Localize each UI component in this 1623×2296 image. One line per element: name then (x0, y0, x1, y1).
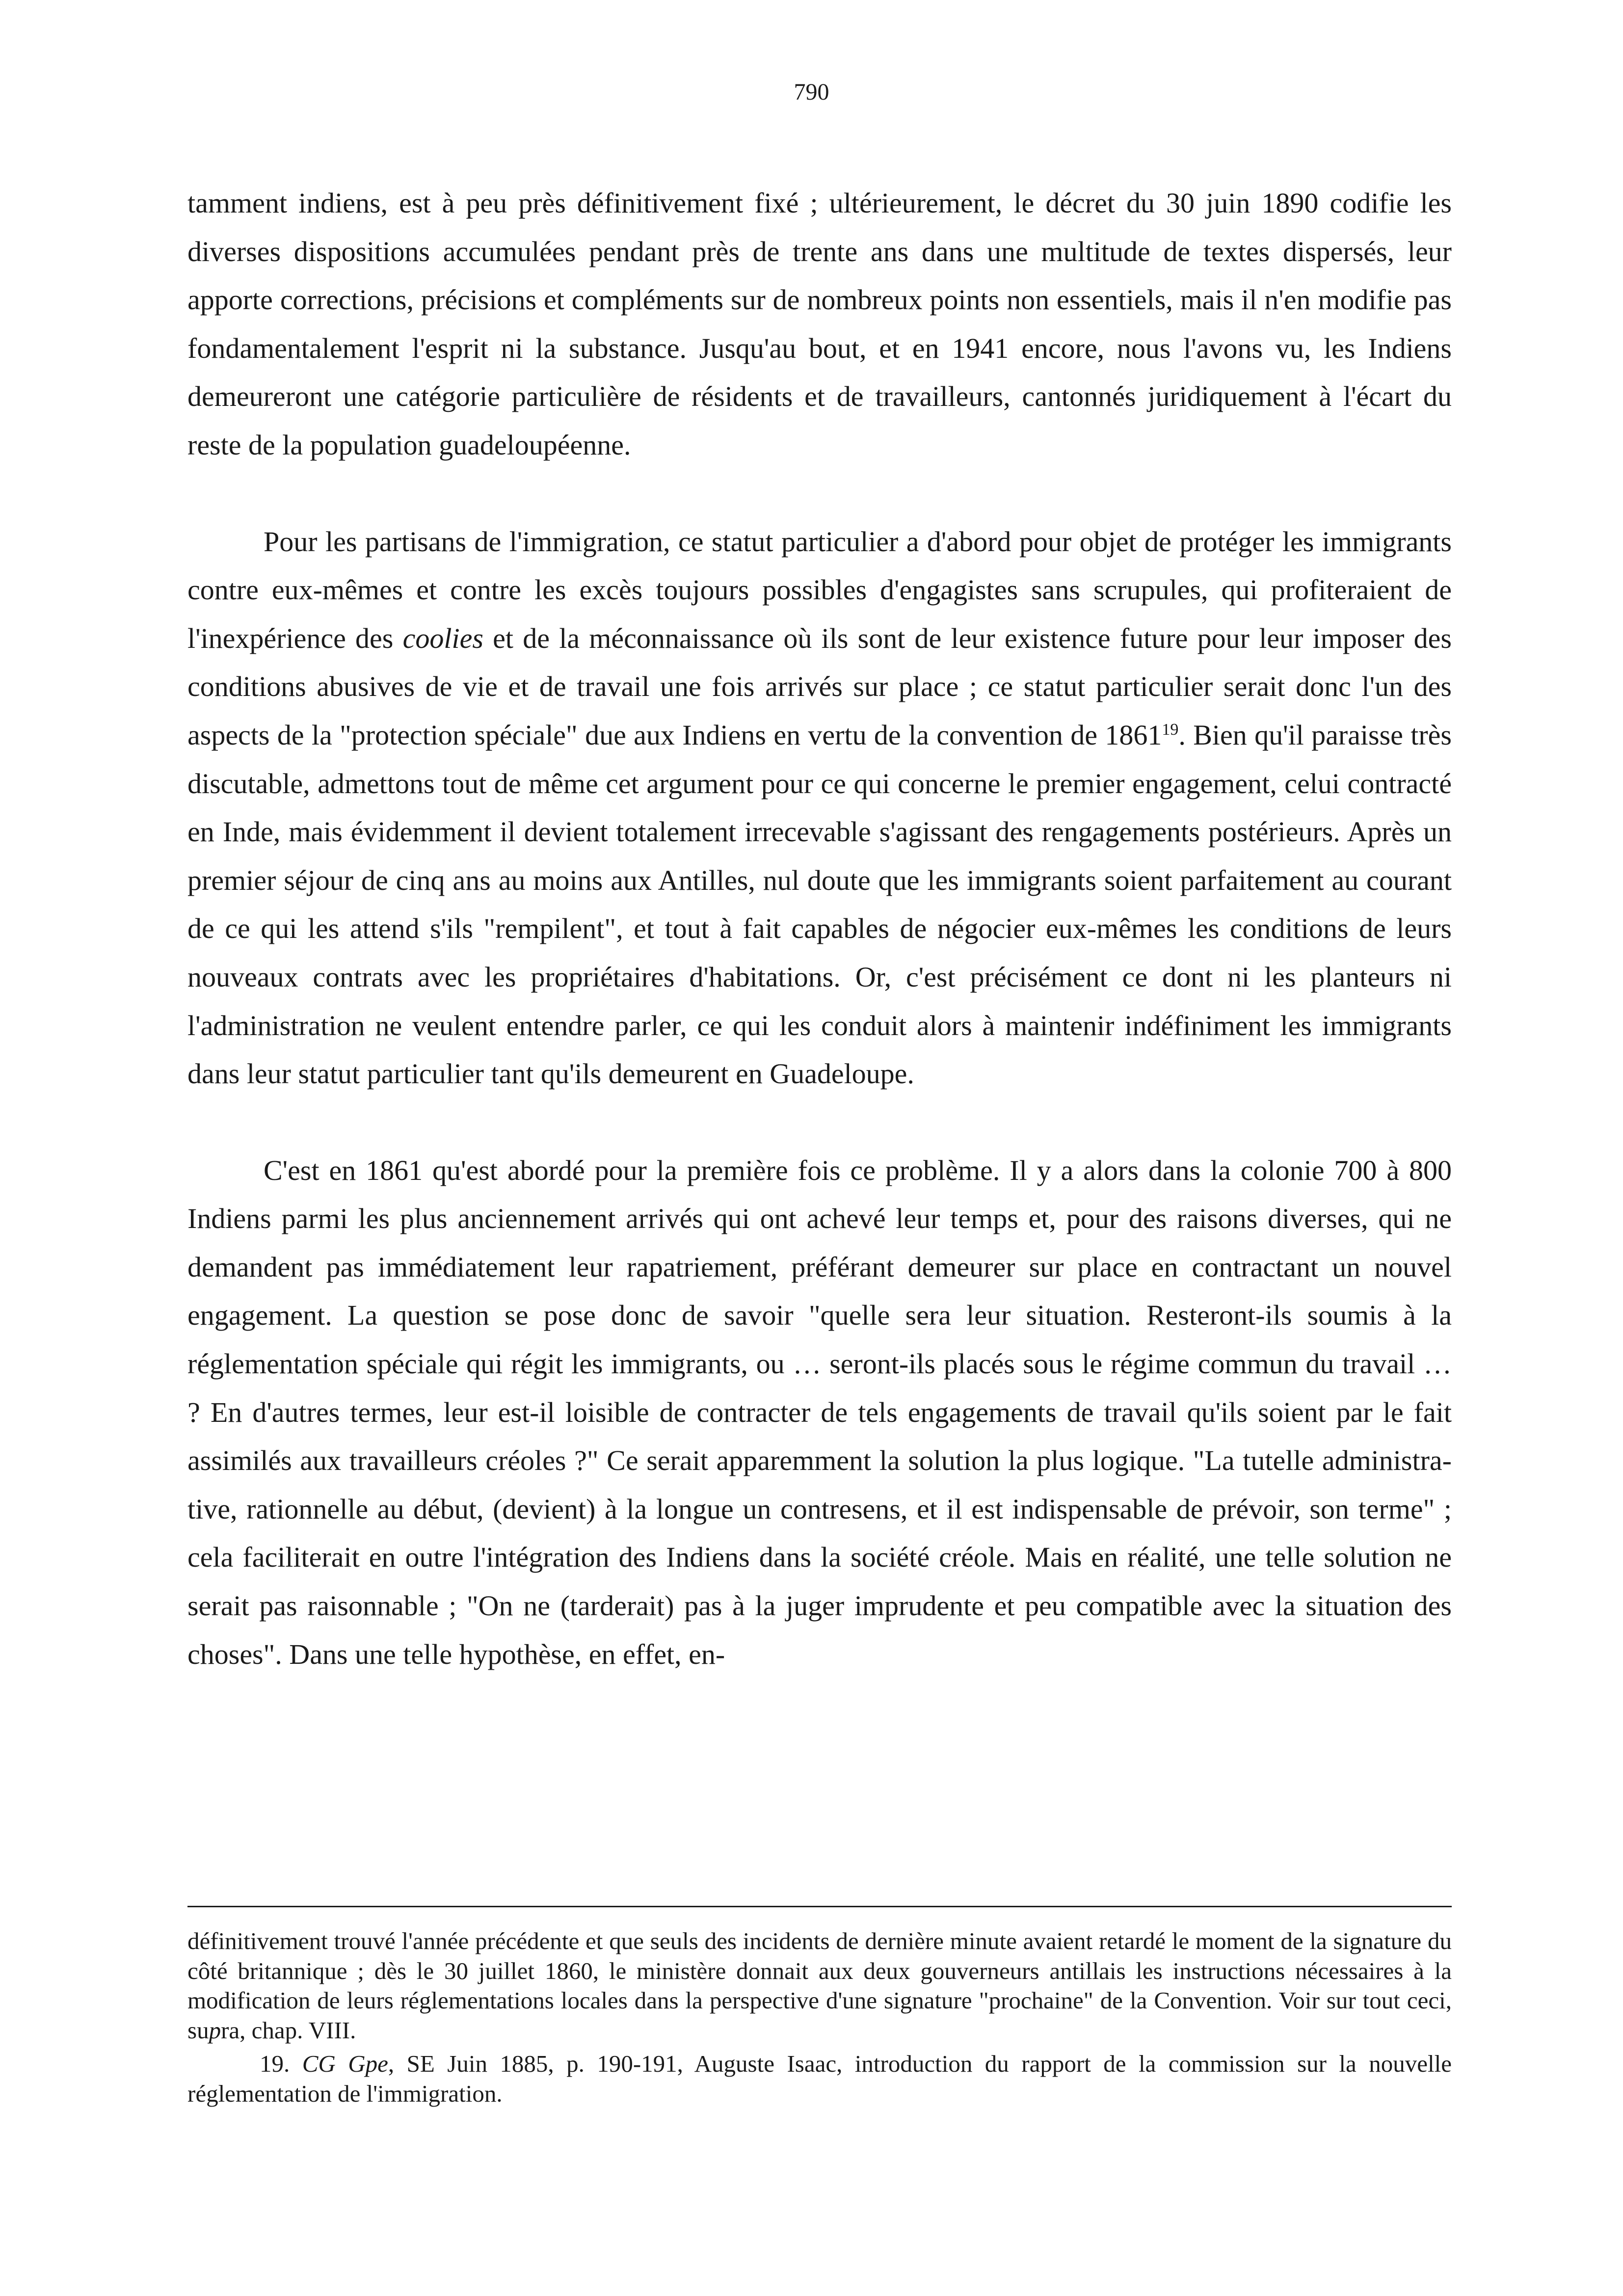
italic-text: coolies (402, 622, 483, 654)
text-run: ra, chap. VIII. (221, 2016, 356, 2044)
footnote-ref: 19 (1162, 720, 1179, 739)
text-run: 19. (260, 2050, 302, 2077)
text-run: C'est en 1861 qu'est abordé pour la première fois ce problème. Il y a alors dans la colonie 700 à 800 Indiens parmi les plus anciennement arrivés qui ont achevé leur temps et, pour des raisons diverses, qui ne demandent pas immédiatement leur rapatriement, préférant demeurer sur place en contractant un nouvel engagement. La question se pose donc de savoir "quelle sera leur situation. Resteront-ils soumis à la réglementation spéciale qui régit les immigrants, ou … seront-ils placés sous le régime commun du travail … ? En d'autres termes, leur est-il loisible de contracter de tels engagements de travail qu'ils soient par le fait assimilés aux travailleurs créoles ?" Ce serait apparemment la solution la plus logique. "La tutelle administrative, rationnelle au début, (devient) à la longue un contresens, et il est indispensable de prévoir, son terme" ; cela faciliterait en outre l'intégration des Indiens dans la société créole. Mais en réalité, une telle solution ne serait pas raisonnable ; "On ne (tarderait) pas à la juger imprudente et peu compatible avec la situation des choses". Dans une telle hypothèse, en effet, en- (187, 1154, 1452, 1670)
text-run: et de la méconnaissance où ils sont de leur existence future pour leur imposer des conditions abusives de vie et de travail une fois arrivés sur place ; ce statut particulier serait donc l'un des aspects de la "protection spéciale" due aux Indiens en vertu de la convention de 1861 (187, 622, 1452, 751)
text-run: définitivement trouvé l'année précédente et que seuls des incidents de dernière minute avaient retardé le moment de la signature du côté britannique ; dès le 30 juillet 1860, le ministère donnait aux deux gouverneurs antillais les instructions nécessaires à la modification de leurs réglementations locales dans la perspective d'une signature "prochaine" de la Convention. Voir sur tout ceci, su (187, 1927, 1452, 2044)
footnotes (187, 1926, 1452, 2109)
body-text (187, 179, 1452, 1679)
paragraph (187, 1147, 1452, 1679)
page-number: 790 (794, 79, 829, 105)
paragraph (187, 179, 1452, 470)
footnote-continuation (187, 1926, 1452, 2045)
text-run: , SE Juin 1885, p. 190-191, Auguste Isaac, introduction du rapport de la commission sur la nouvelle réglementation de l'immigration. (187, 2050, 1452, 2107)
italic-text: CG Gpe (302, 2050, 388, 2077)
italic-text: p (209, 2016, 221, 2044)
text-run: Pour les partisans de l'immigration, ce statut particulier a d'abord pour objet de protéger les immigrants contre eux-mêmes et contre les excès toujours possibles d'engagistes sans scrupules, qui profiteraient de l'inexpérience des (187, 525, 1452, 654)
paragraph (187, 518, 1452, 1098)
footnote-19 (187, 2049, 1452, 2109)
text-run: . Bien qu'il paraisse très discutable, admettons tout de même cet argument pour ce qui concerne le premier engagement, celui contracté en Inde, mais évidemment il devient totalement irrecevable s'agissant des rengagements postérieurs. Après un premier séjour de cinq ans au moins aux Antilles, nul doute que les immigrants soient parfaitement au courant de ce qui les attend s'ils "rempilent", et tout à fait capables de négocier eux-mêmes les conditions de leurs nouveaux contrats avec les propriétaires d'habitations. Or, c'est précisément ce dont ni les planteurs ni l'administration ne veulent entendre parler, ce qui les conduit alors à maintenir indéfiniment les immigrants dans leur statut particulier tant qu'ils demeurent en Guadeloupe. (187, 719, 1452, 1090)
footnote-separator (187, 1906, 1452, 1907)
text-run: tamment indiens, est à peu près définitivement fixé ; ultérieurement, le décret du 30 juin 1890 codifie les diverses dispositions accumulées pendant près de trente ans dans une multitude de textes dispersés, leur apporte corrections, précisions et compléments sur de nombreux points non essentiels, mais il n'en modifie pas fondamentalement l'esprit ni la substance. Jusqu'au bout, et en 1941 encore, nous l'avons vu, les Indiens demeureront une catégorie particulière de résidents et de travailleurs, cantonnés juridiquement à l'écart du reste de la population guadeloupéenne. (187, 187, 1452, 461)
